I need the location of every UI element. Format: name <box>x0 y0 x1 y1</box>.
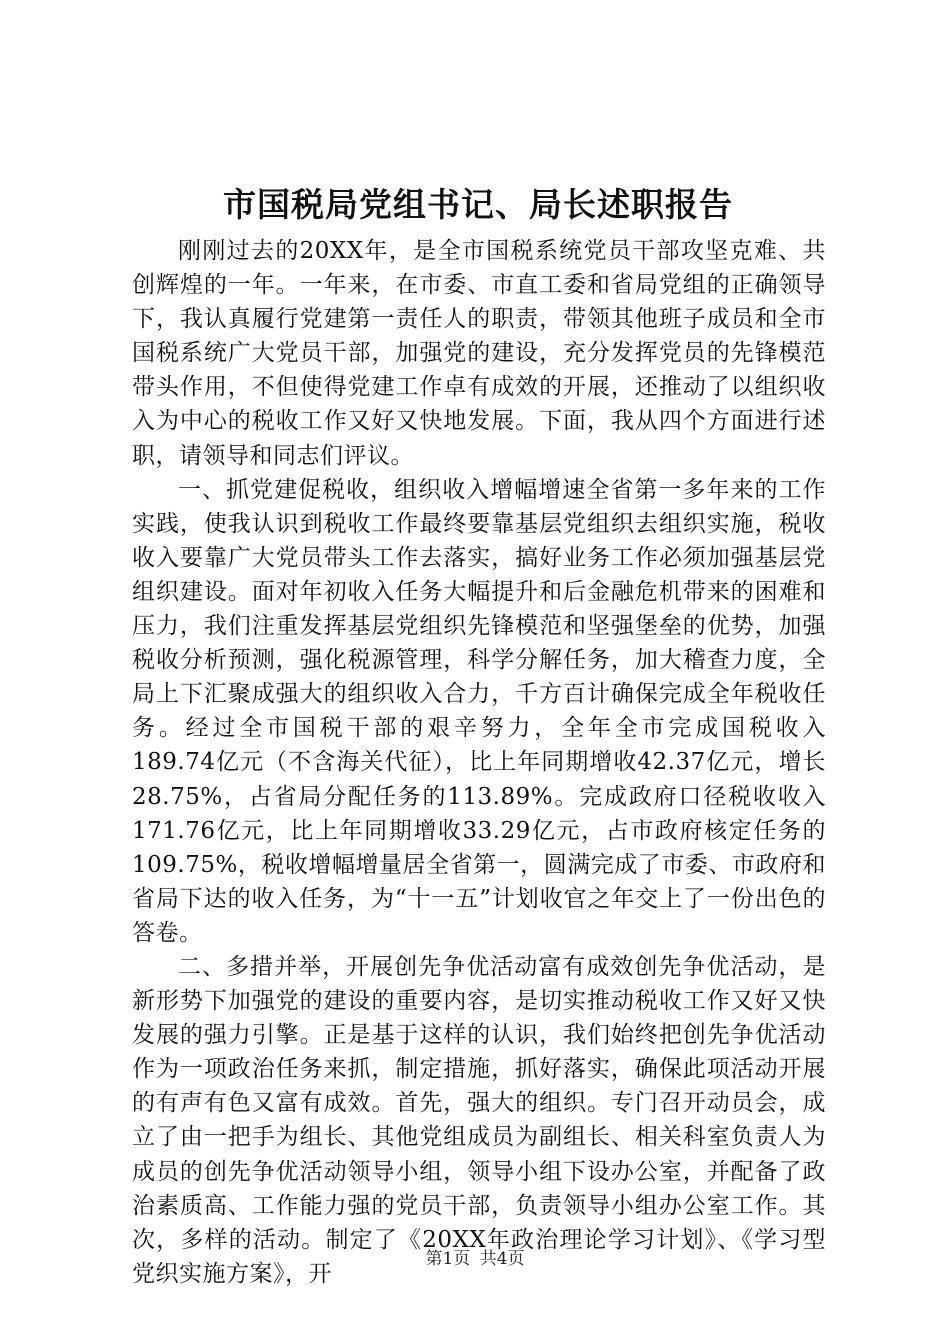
document-title: 市国税局党组书记、局长述职报告 <box>223 185 733 224</box>
page-total: 共4页 <box>479 1249 525 1269</box>
paragraph-section-1: 一、抓党建促税收，组织收入增幅增速全省第一多年来的工作实践，使我认识到税收工作最终要靠基层党组织去组织实施，税收收入要靠广大党员带头工作去落实，搞好业务工作必须加强基层党组织建设。面对年初收入任务大幅提升和后金融危机带来的困难和压力，我们注重发挥基层党组织先锋模范和坚强堡垒的优势，加强税收分析预测，强化税源管理，科学分解任务，加大稽查力度，全局上下汇聚成强大的组织收入合力，千方百计确保完成全年税收任务。经过全市国税干部的艰辛努力，全年全市完成国税收入189.74亿元（不含海关代征），比上年同期增收42.37亿元，增长28.75%，占省局分配任务的113.89%。完成政府口径税收收入171.76亿元，比上年同期增收33.29亿元，占市政府核定任务的109.75%，税收增幅增量居全省第一，圆满完成了市委、市政府和省局下达的收入任务，为“十一五”计划收官之年交上了一份出色的答卷。 <box>132 476 826 946</box>
paragraph-section-2: 二、多措并举，开展创先争优活动富有成效创先争优活动，是新形势下加强党的建设的重要内容，是切实推动税收工作又好又快发展的强力引擎。正是基于这样的认识，我们始终把创先争优活动作为一项政治任务来抓，制定措施，抓好落实，确保此项活动开展的有声有色又富有成效。首先，强大的组织。专门召开动员会，成立了由一把手为组长、其他党组成员为副组长、相关科室负责人为成员的创先争优活动领导小组，领导小组下设办公室，并配备了政治素质高、工作能力强的党员干部，负责领导小组办公室工作。其次，多样的活动。制定了《20XX年政治理论学习计划》、《学习型党织实施方案》，开 <box>132 953 826 1287</box>
page-footer <box>0 1244 950 1269</box>
page-number: 第1页 <box>425 1249 471 1269</box>
paragraph-intro: 刚刚过去的20XX年，是全市国税系统党员干部攻坚克难、共创辉煌的一年。一年来，在市委、市直工委和省局党组的正确领导下，我认真履行党建第一责任人的职责，带领其他班子成员和全市国税系统广大党员干部，加强党的建设，充分发挥党员的先锋模范带头作用，不但使得党建工作卓有成效的开展，还推动了以组织收入为中心的税收工作又好又快地发展。下面，我从四个方面进行述职，请领导和同志们评议。 <box>132 238 826 469</box>
document-body <box>132 234 826 1291</box>
